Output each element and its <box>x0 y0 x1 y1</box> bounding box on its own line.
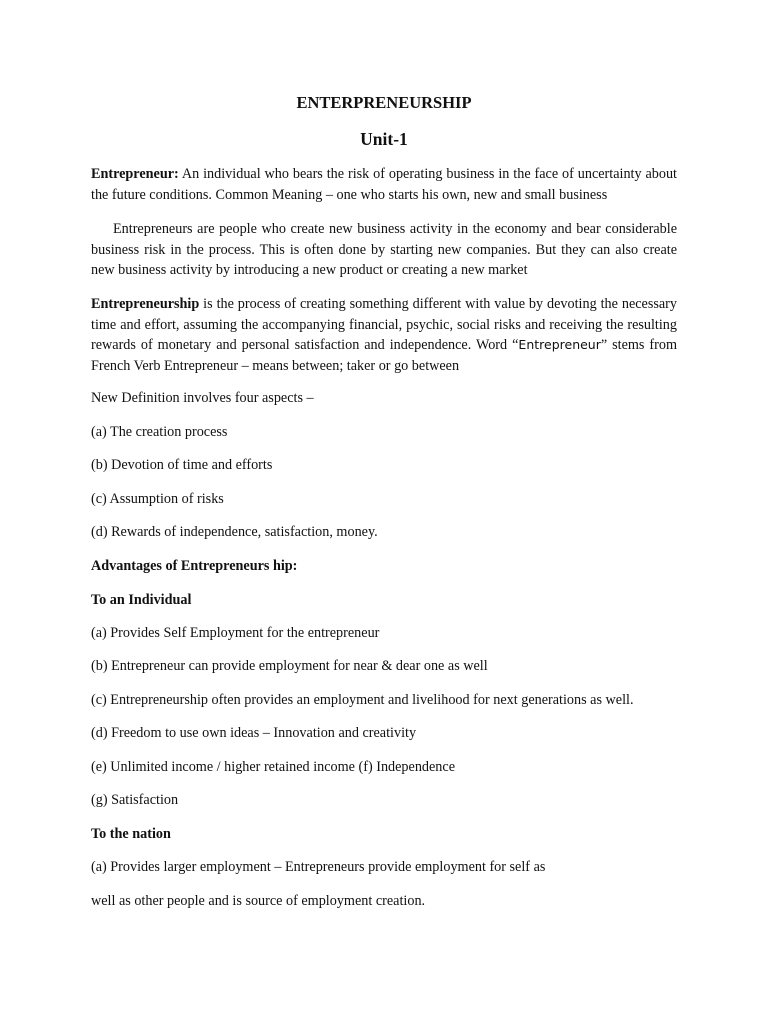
individual-item: (c) Entrepreneurship often provides an employment and livelihood for next generations as well. <box>91 692 634 708</box>
quote-open: “ <box>512 337 519 353</box>
individual-item: (b) Entrepreneur can provide employment for near & dear one as well <box>91 658 488 674</box>
entrepreneur-label: Entrepreneur: <box>91 166 179 182</box>
aspect-item: (a) The creation process <box>91 424 228 440</box>
entrepreneur-text: An individual who bears the risk of operating business in the face of uncertainty about the future conditions. Common Meaning – one who starts his own, new and small business <box>91 166 677 203</box>
individual-heading: To an Individual <box>91 592 192 608</box>
nation-item: well as other people and is source of employment creation. <box>91 893 426 909</box>
entrepreneurs-paragraph: Entrepreneurs are people who create new business activity in the economy and bear considerable business risk in the process. This is often done by starting new companies. But they can also create new business activity by introducing a new product or creating a new market <box>91 221 677 278</box>
entrepreneur-definition <box>91 164 677 205</box>
nation-item: (a) Provides larger employment – Entrepreneurs provide employment for self as <box>91 859 546 875</box>
advantages-heading: Advantages of Entrepreneurs hip: <box>91 558 298 574</box>
individual-item: (g) Satisfaction <box>91 792 179 808</box>
individual-item: (e) Unlimited income / higher retained income (f) Independence <box>91 759 455 775</box>
quoted-word: Entrepreneur <box>518 337 601 352</box>
entrepreneurship-label: Entrepreneurship <box>91 296 200 312</box>
individual-item: (d) Freedom to use own ideas – Innovation and creativity <box>91 725 417 741</box>
nation-heading: To the nation <box>91 826 171 842</box>
entrepreneurship-definition <box>91 294 677 376</box>
document-title: ENTERPRENEURSHIP <box>296 93 472 112</box>
unit-heading: Unit-1 <box>360 129 408 149</box>
aspect-item: (d) Rewards of independence, satisfaction, money. <box>91 524 378 540</box>
entrepreneurship-tail: ” stems from French Verb Entrepreneur – means between; taker or go between <box>91 337 678 374</box>
new-definition-intro: New Definition involves four aspects – <box>91 390 314 406</box>
aspect-item: (c) Assumption of risks <box>91 491 224 507</box>
entrepreneurship-text: is the process of creating something different with value by devoting the necessary time and effort, assuming the accompanying financial, psychic, social risks and receiving the resulting rewards of monetary and personal satisfaction and independence. Word <box>91 296 677 353</box>
aspect-item: (b) Devotion of time and efforts <box>91 457 273 473</box>
individual-item: (a) Provides Self Employment for the entrepreneur <box>91 625 380 641</box>
